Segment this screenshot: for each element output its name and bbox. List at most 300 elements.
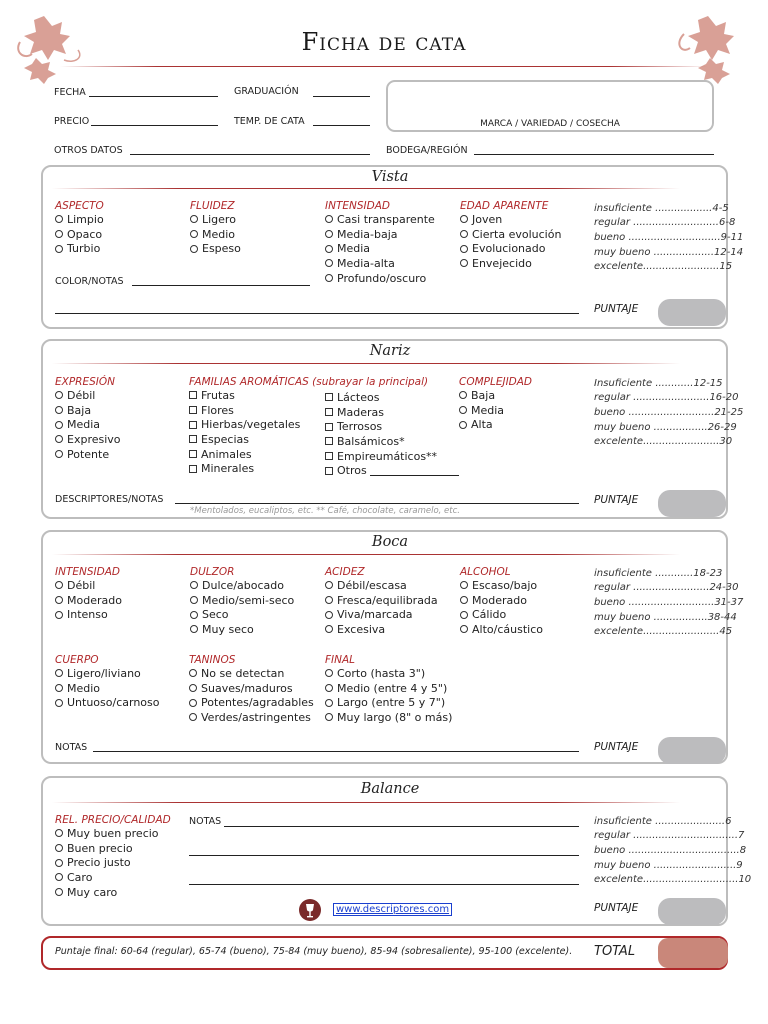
- score-row: [594, 872, 752, 887]
- otros-aroma-field[interactable]: [370, 475, 459, 476]
- option-label: Alta: [471, 418, 493, 432]
- option-moderado[interactable]: [460, 593, 543, 608]
- precio-label: PRECIO: [54, 116, 90, 127]
- option-label: Potentes/agradables: [201, 696, 314, 710]
- option-excesiva[interactable]: [325, 622, 438, 637]
- score-value: 9: [736, 859, 743, 871]
- option-label: Muy seco: [202, 622, 254, 636]
- score-row: [594, 814, 732, 829]
- vista-fluidez: [190, 200, 241, 256]
- option-label: Hierbas/vegetales: [201, 418, 301, 432]
- radio-icon: [459, 406, 467, 414]
- option-label: Verdes/astringentes: [201, 710, 311, 724]
- score-label: excelente..............................: [594, 874, 739, 886]
- score-label: excelente........................: [594, 626, 720, 638]
- option-alta[interactable]: [459, 417, 532, 432]
- radio-icon: [55, 844, 63, 852]
- score-label: Insuficiente ............: [594, 377, 694, 389]
- option-label: Dulce/abocado: [202, 578, 284, 592]
- score-label: regular ...........................: [594, 217, 719, 229]
- vista-puntaje-label: PUNTAJE: [594, 303, 639, 315]
- score-row: [594, 391, 739, 406]
- option-label: Débil: [67, 578, 96, 592]
- radio-icon: [460, 215, 468, 223]
- option-label: Medio/semi-seco: [202, 593, 295, 607]
- radio-icon: [460, 581, 468, 589]
- option-media[interactable]: [459, 403, 532, 418]
- option-muy-buen-precio[interactable]: [55, 826, 171, 841]
- vista-divider: [52, 188, 680, 189]
- option-label: Medio (entre 4 y 5"): [337, 681, 448, 695]
- checkbox-icon: [325, 423, 333, 431]
- vista-scores: [594, 201, 744, 274]
- score-label: muy bueno .................: [594, 421, 708, 433]
- option-muy-caro[interactable]: [55, 885, 171, 900]
- score-label: excelente........................: [594, 436, 720, 448]
- option-calido[interactable]: [460, 607, 543, 622]
- score-value: 8: [739, 844, 747, 856]
- radio-icon: [189, 684, 197, 692]
- option-lacteos[interactable]: [325, 390, 437, 405]
- column-header: ALCOHOL: [460, 566, 511, 578]
- column-header: EDAD APARENTE: [460, 200, 549, 212]
- option-baja[interactable]: [459, 388, 532, 403]
- score-value: 12-14: [714, 246, 744, 258]
- score-label: bueno .............................: [594, 231, 721, 243]
- option-label: Moderado: [67, 593, 122, 607]
- option-label: Balsámicos*: [337, 434, 405, 448]
- radio-icon: [325, 669, 333, 677]
- score-label: bueno ...........................: [594, 406, 715, 418]
- bodega-label: BODEGA/REGIÓN: [386, 145, 468, 156]
- column-header: FAMILIAS AROMÁTICAS (subrayar la principal): [189, 376, 429, 388]
- option-label: Medio: [67, 681, 101, 695]
- checkbox-icon: [325, 452, 333, 460]
- fecha-label: FECHA: [54, 87, 86, 98]
- option-label: Lácteos: [337, 390, 380, 404]
- radio-icon: [189, 713, 197, 721]
- score-value: 6-8: [718, 217, 736, 229]
- score-row: [594, 201, 729, 216]
- radio-icon: [190, 245, 198, 253]
- option-label: Espeso: [202, 242, 241, 256]
- column-header: CUERPO: [55, 654, 99, 666]
- option-debil[interactable]: [55, 578, 122, 593]
- nariz-puntaje-label: PUNTAJE: [594, 494, 639, 506]
- radio-icon: [190, 230, 198, 238]
- column-header: REL. PRECIO/CALIDAD: [55, 814, 171, 826]
- descriptores-label: DESCRIPTORES/NOTAS: [55, 494, 164, 505]
- option-terrosos[interactable]: [325, 419, 437, 434]
- fecha-field[interactable]: [89, 96, 218, 97]
- title-underline: [60, 66, 708, 67]
- temp-label: TEMP. DE CATA: [234, 116, 305, 127]
- option-label: Media: [67, 418, 101, 432]
- score-label: regular .................................: [594, 830, 739, 842]
- radio-icon: [55, 245, 63, 253]
- descriptores-field[interactable]: [175, 503, 579, 504]
- option-joven[interactable]: [460, 212, 561, 227]
- otros-field[interactable]: [130, 154, 370, 155]
- score-value: 30: [719, 436, 733, 448]
- option-turbio[interactable]: [55, 241, 104, 256]
- score-row: [594, 624, 733, 639]
- radio-icon: [55, 230, 63, 238]
- option-label: Frutas: [201, 388, 235, 402]
- option-intenso[interactable]: [55, 607, 122, 622]
- score-row: [594, 829, 745, 844]
- column-header: INTENSIDAD: [325, 200, 390, 212]
- checkbox-icon: [189, 435, 197, 443]
- option-label: Muy buen precio: [67, 826, 159, 840]
- nariz-title: Nariz: [369, 343, 411, 359]
- option-profundo[interactable]: [325, 271, 435, 286]
- bodega-field[interactable]: [474, 154, 714, 155]
- radio-icon: [325, 230, 333, 238]
- option-label: Evolucionado: [472, 242, 546, 256]
- option-label: Excesiva: [337, 622, 386, 636]
- radio-icon: [325, 259, 333, 267]
- boca-divider: [52, 554, 680, 555]
- nariz-familias-2: [325, 390, 437, 478]
- option-medio-final[interactable]: [325, 681, 452, 696]
- option-label: Medio: [202, 227, 236, 241]
- option-label: Moderado: [472, 593, 527, 607]
- option-label: Media: [337, 242, 371, 256]
- column-header: EXPRESIÓN: [55, 376, 115, 388]
- vista-puntaje-field[interactable]: [658, 299, 726, 326]
- option-label: Cierta evolución: [472, 227, 562, 241]
- score-value: 38-44: [707, 611, 737, 623]
- checkbox-icon: [189, 406, 197, 414]
- radio-icon: [190, 611, 198, 619]
- score-value: 10: [738, 874, 752, 886]
- option-potente[interactable]: [55, 447, 121, 462]
- option-ligero[interactable]: [55, 666, 160, 681]
- option-label: Baja: [471, 388, 496, 402]
- radio-icon: [55, 888, 63, 896]
- radio-icon: [55, 421, 63, 429]
- option-limpio[interactable]: [55, 212, 104, 227]
- score-value: 26-29: [707, 421, 737, 433]
- score-value: 18-23: [693, 567, 723, 579]
- score-row: [594, 216, 736, 231]
- score-value: 21-25: [714, 406, 744, 418]
- vista-edad: [460, 200, 561, 271]
- score-value: 45: [719, 626, 733, 638]
- radio-icon: [189, 669, 197, 677]
- option-label: Limpio: [67, 212, 104, 226]
- option-no-detectan[interactable]: [189, 666, 314, 681]
- score-row: [594, 405, 744, 420]
- option-opaco[interactable]: [55, 227, 104, 242]
- score-row: [594, 420, 737, 435]
- radio-icon: [325, 581, 333, 589]
- balance-title: Balance: [360, 781, 420, 797]
- option-label: Alto/cáustico: [472, 622, 543, 636]
- option-buen-precio[interactable]: [55, 841, 171, 856]
- radio-icon: [55, 669, 63, 677]
- balance-notas-field-3[interactable]: [189, 884, 579, 885]
- radio-icon: [55, 699, 63, 707]
- option-moderado[interactable]: [55, 593, 122, 608]
- score-label: excelente........................: [594, 261, 720, 273]
- radio-icon: [55, 859, 63, 867]
- option-ligero[interactable]: [190, 212, 241, 227]
- option-label: Escaso/bajo: [472, 578, 538, 592]
- option-envejecido[interactable]: [460, 256, 561, 271]
- radio-icon: [55, 406, 63, 414]
- boca-puntaje-field[interactable]: [658, 737, 726, 764]
- option-label: Envejecido: [472, 256, 532, 270]
- score-row: [594, 610, 737, 625]
- score-row: [594, 581, 739, 596]
- score-row: [594, 376, 723, 391]
- radio-icon: [55, 596, 63, 604]
- balance-scores: [594, 814, 752, 887]
- precio-field[interactable]: [91, 125, 218, 126]
- option-label: Largo (entre 5 y 7"): [337, 696, 446, 710]
- option-label: Suaves/maduros: [201, 681, 293, 695]
- option-label: Turbio: [67, 242, 101, 256]
- option-label: Otros: [337, 464, 367, 478]
- radio-icon: [325, 215, 333, 223]
- radio-icon: [190, 581, 198, 589]
- checkbox-icon: [325, 393, 333, 401]
- option-empireumaticos[interactable]: [325, 449, 437, 464]
- radio-icon: [325, 245, 333, 253]
- option-label: Especias: [201, 432, 250, 446]
- score-value: 15: [719, 261, 733, 273]
- score-row: [594, 858, 743, 873]
- nariz-complejidad: [459, 376, 532, 432]
- option-fresca[interactable]: [325, 593, 438, 608]
- option-balsamicos[interactable]: [325, 434, 437, 449]
- column-header: DULZOR: [190, 566, 235, 578]
- score-value: 6: [725, 815, 732, 827]
- option-evolucionado[interactable]: [460, 241, 561, 256]
- graduacion-field[interactable]: [313, 96, 370, 97]
- balance-notas-label: NOTAS: [189, 816, 222, 827]
- checkbox-icon: [325, 408, 333, 416]
- boca-intensidad: [55, 566, 122, 622]
- option-debil-escasa[interactable]: [325, 578, 438, 593]
- column-header: FINAL: [325, 654, 356, 666]
- option-label: Terrosos: [337, 420, 383, 434]
- option-label: Potente: [67, 447, 110, 461]
- boca-notas-field[interactable]: [93, 751, 579, 752]
- option-cierta-evolucion[interactable]: [460, 227, 561, 242]
- checkbox-icon: [189, 391, 197, 399]
- option-label: Corto (hasta 3"): [337, 666, 426, 680]
- option-label: Muy caro: [67, 885, 118, 899]
- nariz-footnote: *Mentolados, eucaliptos, etc. ** Café, chocolate, caramelo, etc.: [190, 506, 460, 516]
- radio-icon: [55, 611, 63, 619]
- score-row: [594, 566, 723, 581]
- option-media-alta[interactable]: [325, 256, 435, 271]
- radio-icon: [325, 596, 333, 604]
- vista-intensidad: [325, 200, 435, 285]
- radio-icon: [55, 581, 63, 589]
- score-row: [594, 245, 744, 260]
- option-label: Buen precio: [67, 841, 133, 855]
- boca-acidez: [325, 566, 438, 637]
- radio-icon: [325, 699, 333, 707]
- option-largo[interactable]: [325, 695, 452, 710]
- boca-scores: [594, 566, 744, 639]
- boca-notas-label: NOTAS: [55, 742, 88, 753]
- option-media[interactable]: [55, 417, 121, 432]
- option-label: Débil: [67, 388, 96, 402]
- option-label: Minerales: [201, 462, 255, 476]
- option-viva[interactable]: [325, 607, 438, 622]
- option-dulce[interactable]: [190, 578, 294, 593]
- option-expresivo[interactable]: [55, 432, 121, 447]
- radio-icon: [190, 596, 198, 604]
- nariz-expresion: [55, 376, 121, 461]
- option-label: Profundo/oscuro: [337, 271, 427, 285]
- option-espeso[interactable]: [190, 241, 241, 256]
- temp-field[interactable]: [313, 125, 370, 126]
- score-row: [594, 230, 744, 245]
- option-seco[interactable]: [190, 607, 294, 622]
- radio-icon: [459, 391, 467, 399]
- option-label: Media: [471, 403, 505, 417]
- radio-icon: [55, 873, 63, 881]
- score-value: 31-37: [714, 596, 744, 608]
- score-label: bueno ...................................: [594, 844, 740, 856]
- balance-puntaje-label: PUNTAJE: [594, 902, 639, 914]
- checkbox-icon: [189, 421, 197, 429]
- radio-icon: [460, 625, 468, 633]
- option-media-baja[interactable]: [325, 227, 435, 242]
- option-alto[interactable]: [460, 622, 543, 637]
- final-score-legend: Puntaje final: 60-64 (regular), 65-74 (bueno), 75-84 (muy bueno), 85-94 (sobresaliente), 95-100 (excelente).: [55, 946, 573, 957]
- radio-icon: [325, 611, 333, 619]
- score-label: insuficiente ............: [594, 567, 694, 579]
- option-label: Media-alta: [337, 256, 395, 270]
- balance-puntaje-field[interactable]: [658, 898, 726, 925]
- score-row: [594, 595, 744, 610]
- score-label: regular ........................: [594, 392, 710, 404]
- nariz-scores: [594, 376, 744, 449]
- radio-icon: [460, 596, 468, 604]
- option-label: Media-baja: [337, 227, 398, 241]
- marca-label: MARCA / VARIEDAD / COSECHA: [480, 119, 620, 129]
- total-field[interactable]: [658, 938, 728, 968]
- otros-label: OTROS DATOS: [54, 145, 123, 156]
- option-precio-justo[interactable]: [55, 855, 171, 870]
- option-label: Ligero/liviano: [67, 666, 141, 680]
- balance-notas-field-2[interactable]: [189, 855, 579, 856]
- option-label: Ligero: [202, 212, 236, 226]
- option-muy-largo[interactable]: [325, 710, 452, 725]
- score-row: [594, 259, 733, 274]
- boca-final: [325, 654, 452, 725]
- radio-icon: [325, 625, 333, 633]
- option-label: Maderas: [337, 405, 384, 419]
- boca-alcohol: [460, 566, 543, 637]
- checkbox-icon: [189, 465, 197, 473]
- website-link[interactable]: www.descriptores.com: [333, 903, 452, 916]
- radio-icon: [325, 713, 333, 721]
- option-label: Cálido: [472, 608, 507, 622]
- option-label: Muy largo (8" o más): [337, 710, 453, 724]
- option-potentes[interactable]: [189, 695, 314, 710]
- logo-icon: [298, 898, 322, 922]
- option-label: Empireumáticos**: [337, 449, 438, 463]
- option-label: Viva/marcada: [337, 608, 413, 622]
- option-label: Untuoso/carnoso: [67, 696, 160, 710]
- option-casi-transparente[interactable]: [325, 212, 435, 227]
- balance-notas-field-1[interactable]: [224, 826, 579, 827]
- checkbox-icon: [189, 450, 197, 458]
- column-header: ACIDEZ: [325, 566, 365, 578]
- score-label: insuficiente ..................: [594, 202, 713, 214]
- radio-icon: [190, 215, 198, 223]
- option-medio[interactable]: [190, 227, 241, 242]
- option-corto[interactable]: [325, 666, 452, 681]
- option-medio-semi-seco[interactable]: [190, 593, 294, 608]
- option-label: Intenso: [67, 608, 108, 622]
- option-verdes[interactable]: [189, 710, 314, 725]
- option-media[interactable]: [325, 241, 435, 256]
- radio-icon: [55, 829, 63, 837]
- option-label: Opaco: [67, 227, 103, 241]
- option-escaso[interactable]: [460, 578, 543, 593]
- radio-icon: [325, 684, 333, 692]
- option-muy-seco[interactable]: [190, 622, 294, 637]
- option-untuoso[interactable]: [55, 695, 160, 710]
- radio-icon: [460, 611, 468, 619]
- score-value: 24-30: [709, 582, 739, 594]
- option-label: Animales: [201, 447, 252, 461]
- option-maderas[interactable]: [325, 405, 437, 420]
- option-baja[interactable]: [55, 403, 121, 418]
- boca-puntaje-label: PUNTAJE: [594, 741, 639, 753]
- column-header: ASPECTO: [55, 200, 104, 212]
- score-value: 4-5: [712, 202, 729, 214]
- option-label: Baja: [67, 403, 92, 417]
- score-label: muy bueno ..........................: [594, 859, 737, 871]
- option-debil[interactable]: [55, 388, 121, 403]
- graduacion-label: GRADUACIÓN: [234, 86, 299, 97]
- score-value: 7: [738, 830, 745, 842]
- color-notas-field[interactable]: [132, 285, 310, 286]
- option-suaves[interactable]: [189, 681, 314, 696]
- nariz-puntaje-field[interactable]: [658, 490, 726, 517]
- score-label: muy bueno .................: [594, 611, 708, 623]
- option-label: Seco: [202, 608, 229, 622]
- boca-taninos: [189, 654, 314, 725]
- score-label: regular ........................: [594, 582, 710, 594]
- radio-icon: [55, 450, 63, 458]
- radio-icon: [189, 699, 197, 707]
- column-header: COMPLEJIDAD: [459, 376, 533, 388]
- radio-icon: [55, 684, 63, 692]
- vista-notes-line[interactable]: [55, 313, 579, 314]
- option-label: Caro: [67, 870, 93, 884]
- page-title: Ficha de cata: [301, 28, 467, 56]
- radio-icon: [55, 435, 63, 443]
- option-medio[interactable]: [55, 681, 160, 696]
- score-value: 12-15: [693, 377, 723, 389]
- nariz-divider: [52, 363, 680, 364]
- option-label: Expresivo: [67, 432, 121, 446]
- radio-icon: [325, 274, 333, 282]
- option-caro[interactable]: [55, 870, 171, 885]
- vista-title: Vista: [371, 169, 409, 185]
